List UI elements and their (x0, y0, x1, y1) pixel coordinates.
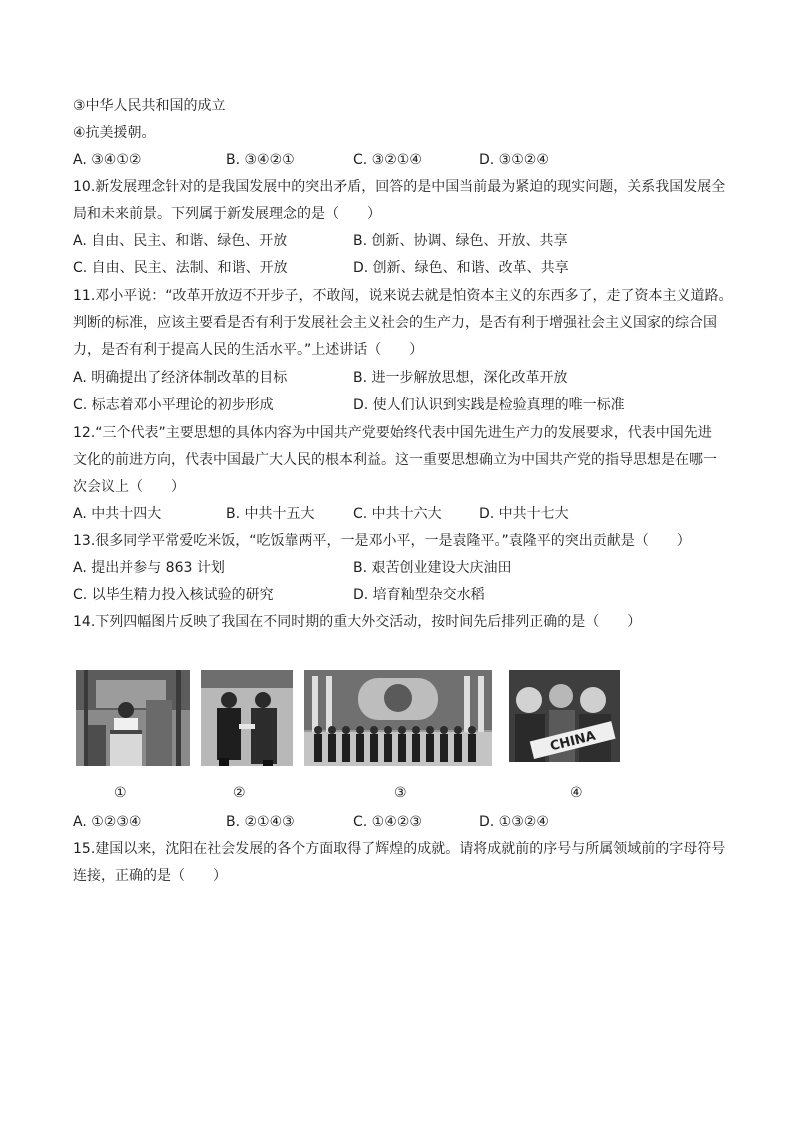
q10-option-c[interactable]: C. 自由、民主、法制、和谐、开放 (73, 260, 288, 276)
photo-2-handshake (201, 670, 293, 766)
q13-option-d[interactable]: D. 培育籼型杂交水稻 (353, 587, 485, 603)
q13-options-row-1 (73, 558, 733, 578)
q12-option-d[interactable]: D. 中共十七大 (479, 506, 569, 522)
q11-option-c[interactable]: C. 标志着邓小平理论的初步形成 (73, 397, 274, 413)
q9-option-a[interactable]: A. ③④①② (73, 152, 142, 168)
photo-4-celebration-china (509, 670, 620, 762)
q14-stem-line-1: 14.下列四幅图片反映了我国在不同时期的重大外交活动，按时间先后排列正确的是（ ） (73, 614, 642, 630)
photo-1-podium-speech (76, 670, 190, 766)
q11-options-row-2 (73, 395, 733, 415)
q11-option-d[interactable]: D. 使人们认识到实践是检验真理的唯一标准 (353, 397, 625, 413)
q13-option-c[interactable]: C. 以毕生精力投入核试验的研究 (73, 587, 274, 603)
q11-options-row-1 (73, 368, 733, 388)
q14-option-b[interactable]: B. ②①④③ (226, 814, 295, 830)
photo-caption-4: ④ (570, 785, 583, 801)
q11-stem-line-1: 11.邓小平说：“改革开放迈不开步子，不敢闯，说来说去就是怕资本主义的东西多了，走了资本主义道路。 (73, 288, 733, 304)
q15-stem-line-2: 连接，正确的是（ ） (73, 868, 227, 884)
q12-options (73, 504, 733, 524)
q10-option-d[interactable]: D. 创新、绿色、和谐、改革、共享 (353, 260, 569, 276)
q14-option-d[interactable]: D. ①③②④ (479, 814, 549, 830)
q12-stem-line-2: 文化的前进方向，代表中国最广大人民的根本利益。这一重要思想确立为中国共产党的指导思想是在哪一 (73, 452, 717, 468)
q11-option-b[interactable]: B. 进一步解放思想，深化改革开放 (353, 370, 568, 386)
item-4: ④抗美援朝。 (73, 125, 156, 141)
q15-stem-line-1: 15.建国以来，沈阳在社会发展的各个方面取得了辉煌的成就。请将成就前的序号与所属领域前的字母符号 (73, 841, 726, 857)
q12-stem-line-3: 次会议上（ ） (73, 479, 185, 495)
q9-option-d[interactable]: D. ③①②④ (479, 152, 549, 168)
q10-options-row-2 (73, 258, 733, 278)
q13-stem-line-1: 13.很多同学平常爱吃米饭，“吃饭靠两平，一是邓小平，一是袁隆平。”袁隆平的突出贡献是（ ） (73, 533, 691, 549)
q12-option-c[interactable]: C. 中共十六大 (353, 506, 442, 522)
photo-3-group-stage (304, 670, 492, 766)
q11-stem-line-2: 判断的标准，应该主要看是否有利于发展社会主义社会的生产力，是否有利于增强社会主义国家的综合国 (73, 315, 717, 331)
q10-options-row-1 (73, 231, 733, 251)
photo-caption-1: ① (114, 785, 127, 801)
q10-option-a[interactable]: A. 自由、民主、和谐、绿色、开放 (73, 233, 288, 249)
q12-option-b[interactable]: B. 中共十五大 (226, 506, 315, 522)
q12-stem-line-1: 12.“三个代表”主要思想的具体内容为中国共产党要始终代表中国先进生产力的发展要求，代表中国先进 (73, 425, 712, 441)
q14-options (73, 812, 733, 832)
photo-caption-2: ② (233, 785, 246, 801)
q14-option-c[interactable]: C. ①④②③ (353, 814, 422, 830)
q13-options-row-2 (73, 585, 733, 605)
q10-option-b[interactable]: B. 创新、协调、绿色、开放、共享 (353, 233, 568, 249)
item-3: ③中华人民共和国的成立 (73, 98, 226, 114)
q11-stem-line-3: 力，是否有利于提高人民的生活水平。”上述讲话（ ） (73, 342, 424, 358)
q9-options (73, 150, 733, 170)
q11-option-a[interactable]: A. 明确提出了经济体制改革的目标 (73, 370, 288, 386)
china-banner-text: CHINA (548, 728, 598, 755)
q9-option-c[interactable]: C. ③②①④ (353, 152, 422, 168)
q10-stem-line-1: 10.新发展理念针对的是我国发展中的突出矛盾，回答的是中国当前最为紧迫的现实问题，关系我国发展全 (73, 179, 726, 195)
q13-option-b[interactable]: B. 艰苦创业建设大庆油田 (353, 560, 512, 576)
q9-option-b[interactable]: B. ③④②① (226, 152, 295, 168)
photo-caption-3: ③ (394, 785, 407, 801)
q12-option-a[interactable]: A. 中共十四大 (73, 506, 162, 522)
q13-option-a[interactable]: A. 提出并参与 863 计划 (73, 560, 225, 576)
q14-option-a[interactable]: A. ①②③④ (73, 814, 142, 830)
q10-stem-line-2: 局和未来前景。下列属于新发展理念的是（ ） (73, 206, 381, 222)
